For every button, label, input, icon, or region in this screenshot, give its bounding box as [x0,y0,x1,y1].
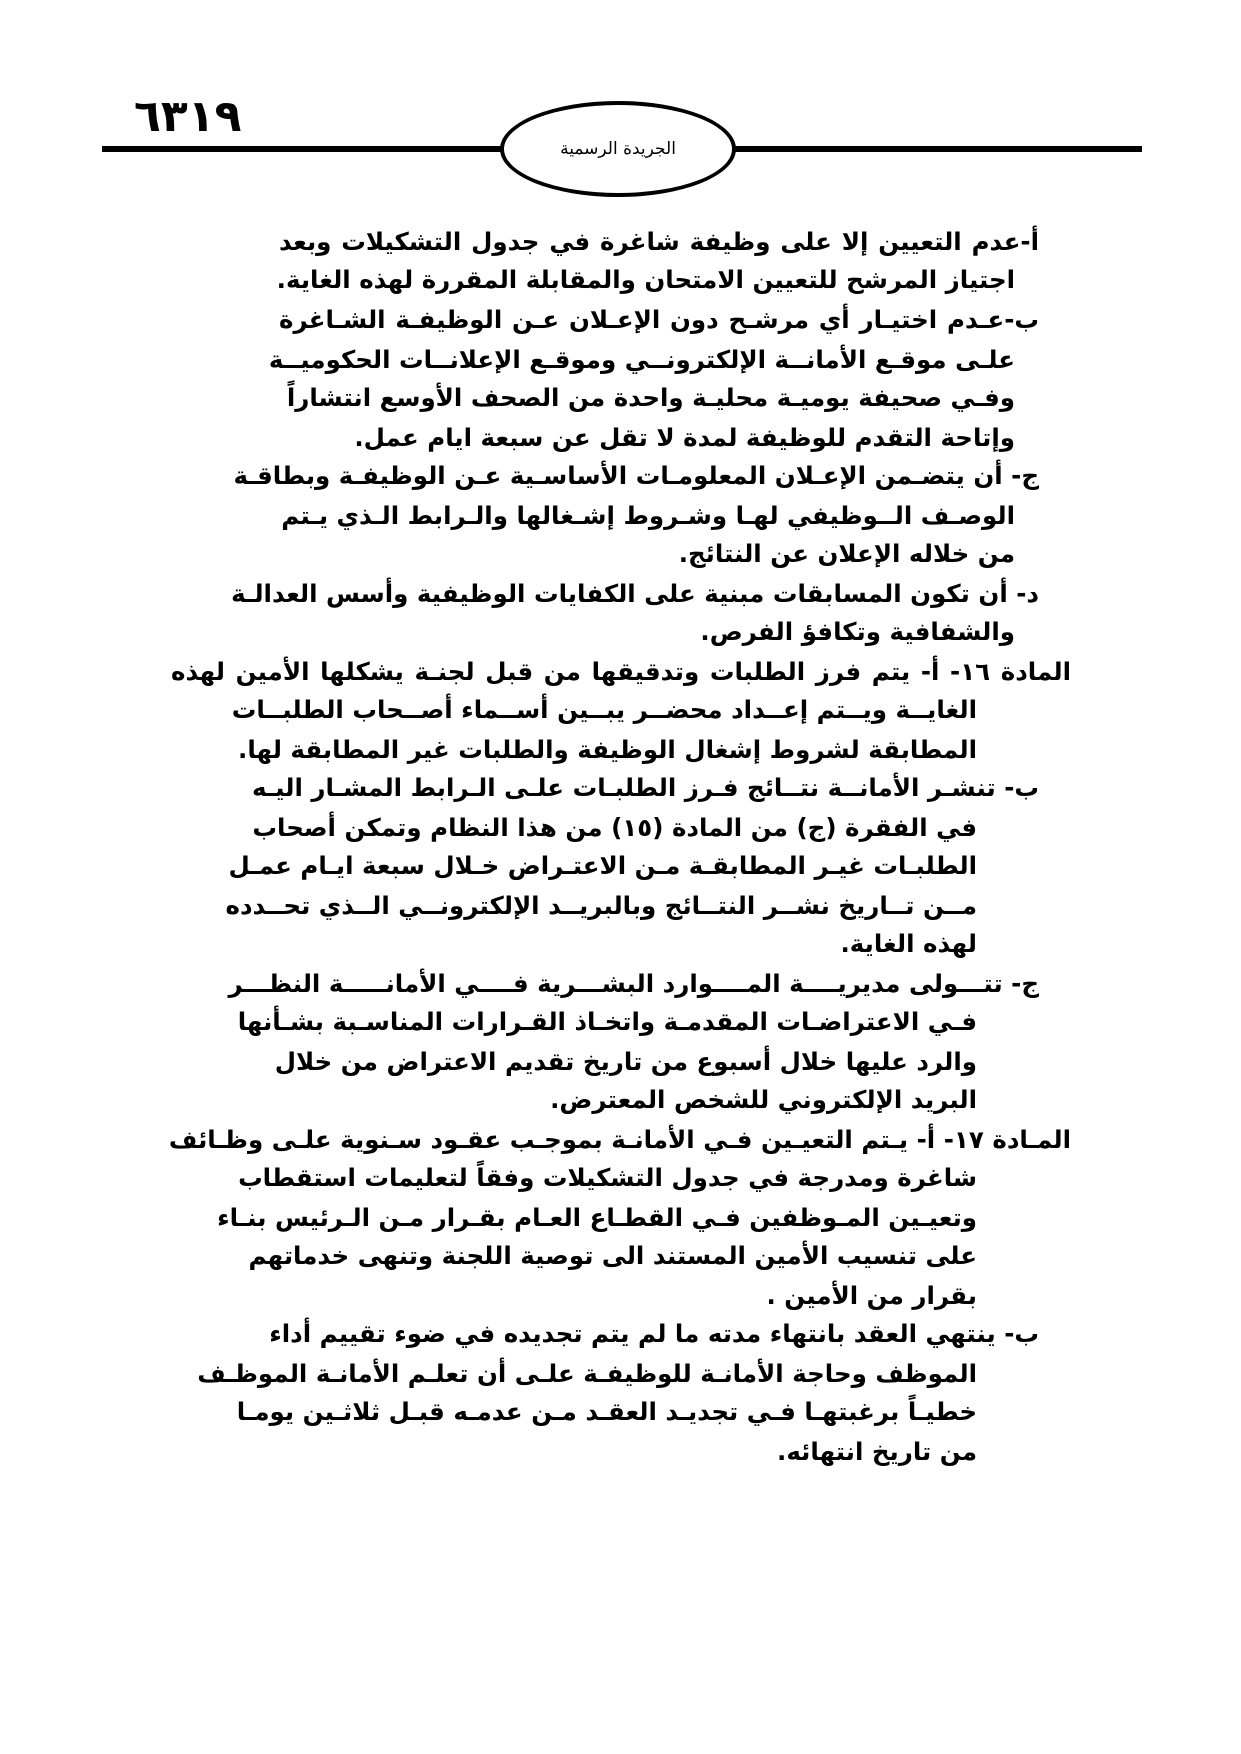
text-line: فـي الاعتراضـات المقدمـة واتخـاذ القـرارات المناسـبة بشـأنها [237,1007,977,1036]
text-line: مــن تــاريخ نشــر النتــائج وبالبريــد الإلكترونــي الــذي تحــدده [225,891,977,920]
text-line: ج- تتـــولى مديريــــة المــــوارد البشـــرية فــــي الأمانـــــة النظـــر [228,969,1039,998]
text-line: وفـي صحيفة يوميـة محليـة واحدة من الصحف الأوسع انتشاراً [286,383,1015,412]
text-line: البريد الإلكتروني للشخص المعترض. [550,1085,977,1114]
text-line: ج- أن يتضـمن الإعـلان المعلومـات الأساسـية عـن الوظيفـة وبطاقـة [233,461,1039,490]
text-line: في الفقرة (ج) من المادة (١٥) من هذا النظام وتمكن أصحاب [252,813,977,842]
text-line: المـادة ١٧- أ- يـتم التعيـين فـي الأمانـة بموجـب عقـود سـنوية علـى وظـائف [168,1125,1071,1154]
text-line: وتعيـين المـوظفين فـي القطـاع العـام بقـرار مـن الـرئيس بنـاء [217,1203,977,1232]
page-number: ٦٣١٩ [134,91,242,142]
text-line: د- أن تكون المسابقات مبنية على الكفايات الوظيفية وأسس العدالـة [231,579,1039,608]
text-line: الغايــة ويــتم إعــداد محضــر يبــين أســماء أصــحاب الطلبــات [231,695,977,724]
text-line: من خلاله الإعلان عن النتائج. [678,539,1015,568]
header-rule-left [102,146,506,152]
text-line: المادة ١٦- أ- يتم فرز الطلبات وتدقيقها من قبل لجنـة يشكلها الأمين لهذه [171,657,1071,686]
text-line: ب- تنشـر الأمانــة نتــائج فـرز الطلبـات علـى الـرابط المشـار اليـه [252,773,1039,802]
gazette-masthead [500,101,736,197]
text-line: ب-عـدم اختيـار أي مرشـح دون الإعـلان عـن الوظيفـة الشـاغرة [279,305,1039,334]
text-line: اجتياز المرشح للتعيين الامتحان والمقابلة المقررة لهذه الغاية. [276,265,1015,294]
text-line: والرد عليها خلال أسبوع من تاريخ تقديم الاعتراض من خلال [274,1047,977,1076]
text-line: خطيـاً برغبتهـا فـي تجديـد العقـد مـن عدمـه قبـل ثلاثـين يومـا [236,1397,977,1426]
text-line: والشفافية وتكافؤ الفرص. [700,617,1015,646]
text-line: شاغرة ومدرجة في جدول التشكيلات وفقاً لتعليمات استقطاب [238,1163,977,1192]
text-line: المطابقة لشروط إشغال الوظيفة والطلبات غير المطابقة لها. [238,735,977,764]
text-line: ب- ينتهي العقد بانتهاء مدته ما لم يتم تجديده في ضوء تقييم أداء [269,1319,1039,1348]
text-line: الموظف وحاجة الأمانـة للوظيفـة علـى أن تعلـم الأمانـة الموظـف [197,1359,977,1388]
text-line: لهذه الغاية. [840,929,977,958]
gazette-title: الجريدة الرسمية [560,139,676,159]
text-line: وإتاحة التقدم للوظيفة لمدة لا تقل عن سبعة ايام عمل. [354,423,1015,452]
text-line: بقرار من الأمين . [766,1281,977,1310]
text-line: الوصـف الــوظيفي لهـا وشـروط إشـغالها والـرابط الـذي يـتم [281,501,1015,530]
text-line: على تنسيب الأمين المستند الى توصية اللجنة وتنهى خدماتهم [248,1241,977,1270]
text-line: علـى موقـع الأمانــة الإلكترونــي وموقـع الإعلانــات الحكوميــة [268,345,1015,374]
text-line: من تاريخ انتهائه. [777,1437,977,1466]
header-rule-right [730,146,1142,152]
text-line: الطلبـات غيـر المطابقـة مـن الاعتـراض خـلال سبعة ايـام عمـل [228,851,977,880]
text-line: أ-عدم التعيين إلا على وظيفة شاغرة في جدول التشكيلات وبعد [279,227,1039,256]
